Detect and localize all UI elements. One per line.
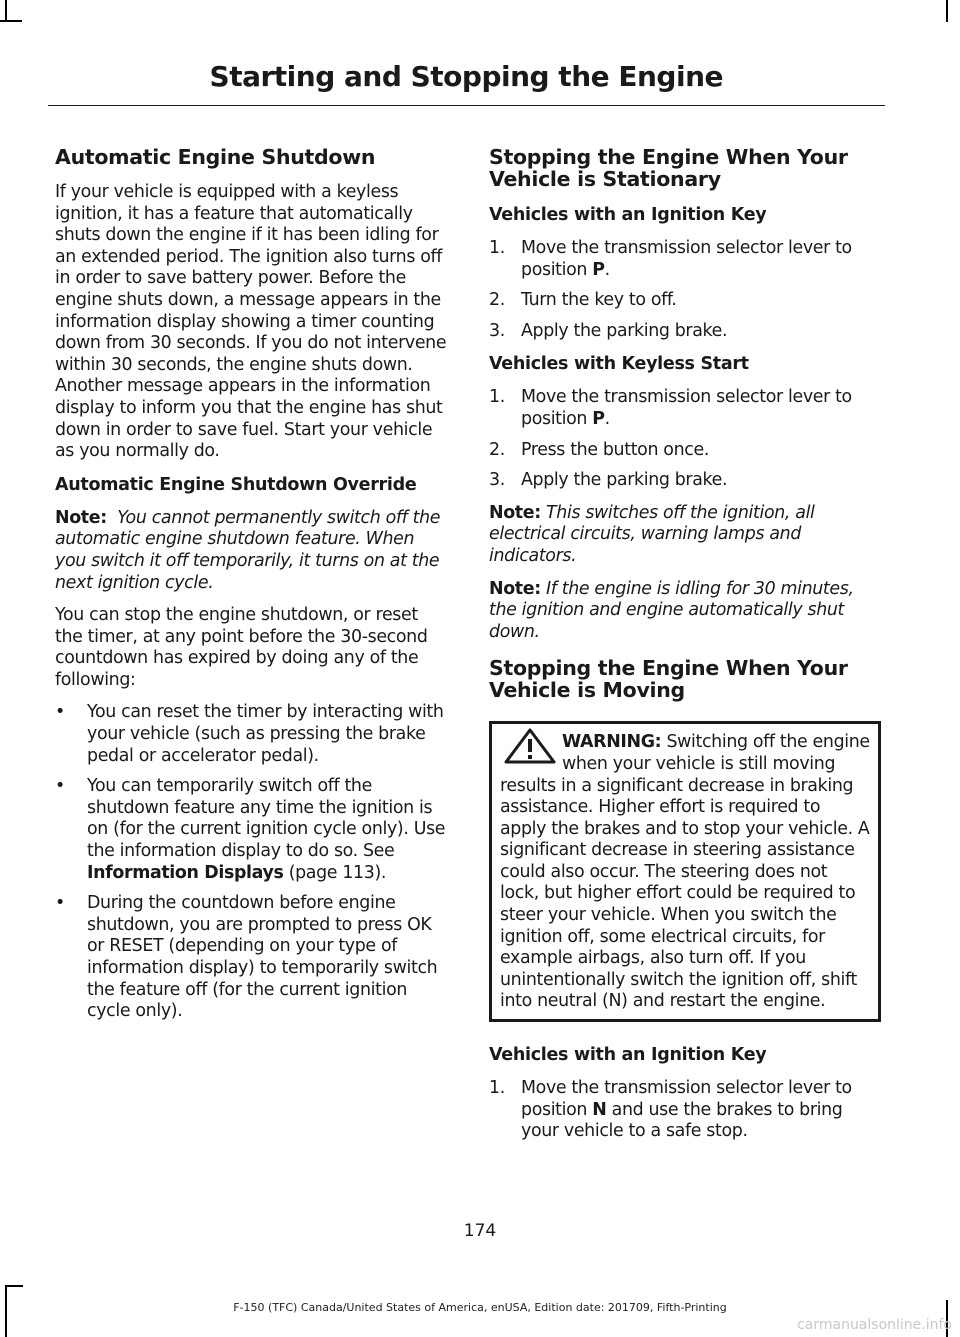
steps-keyless-start xyxy=(489,387,881,491)
section-heading-moving: Stopping the Engine When Your Vehicle is Moving xyxy=(489,656,848,703)
subheading-ignition-key-moving: Vehicles with an Ignition Key xyxy=(489,1045,767,1066)
note-override xyxy=(55,508,448,594)
page-number: 174 xyxy=(463,1221,497,1241)
warning-box xyxy=(489,721,881,1022)
subheading-keyless-start: Vehicles with Keyless Start xyxy=(489,354,749,375)
intro-paragraph: If your vehicle is equipped with a keyless ignition, it has a feature that automatically shuts down the engine if it has been idling for an extended period. The ignition also turns off in order to save battery power. Before the engine shuts down, a message appears in the information display showing a timer counting down from 30 seconds. If you do not intervene within 30 seconds, the engine shuts down. Another message appears in the information display to inform you that the engine has shut down in order to save fuel. Start your vehicle as you normally do. xyxy=(55,182,447,462)
list-item: 3. Apply the parking brake. xyxy=(489,470,728,491)
bullet-marker: • xyxy=(55,702,65,723)
bullet-marker: • xyxy=(55,776,65,797)
watermark: carmanualsonline.info xyxy=(797,1317,952,1333)
list-item: 1. Move the transmission selector lever to position P. xyxy=(489,238,852,280)
crop-mark-bottom-left-h xyxy=(5,1285,23,1287)
note-idle-shutdown: Note: If the engine is idling for 30 minutes, the ignition and engine automatically shut down. xyxy=(489,578,854,642)
section-heading-automatic-shutdown: Automatic Engine Shutdown xyxy=(55,145,376,169)
edition-footer: F-150 (TFC) Canada/United States of America, enUSA, Edition date: 201709, Fifth-Printing xyxy=(233,1301,727,1314)
list-item: 1. Move the transmission selector lever to position N and use the brakes to bring your vehicle to a safe stop. xyxy=(489,1078,852,1142)
list-item: 2. Turn the key to off. xyxy=(489,290,677,311)
warning-label: WARNING: xyxy=(562,732,662,753)
list-item: 2. Press the button once. xyxy=(489,439,710,460)
crop-mark-top-left-h xyxy=(0,20,22,22)
steps-ignition-key-moving xyxy=(489,1078,881,1143)
list-item: • You can temporarily switch off the shutdown feature any time the ignition is on (for the current ignition cycle only). Use the information display to do so. See Information Displays (page 113). xyxy=(55,776,446,883)
warning-triangle-icon xyxy=(504,728,558,764)
note-ignition-off: Note: This switches off the ignition, all electrical circuits, warning lamps and indicators. xyxy=(489,502,815,566)
override-paragraph: You can stop the engine shutdown, or reset the timer, at any point before the 30-second countdown has expired by doing any of the following: xyxy=(55,605,428,690)
subheading-ignition-key: Vehicles with an Ignition Key xyxy=(489,205,767,225)
cross-reference-page: (page 113). xyxy=(288,862,387,883)
header-rule xyxy=(48,105,885,106)
section-heading-stationary: Stopping the Engine When Your Vehicle is Stationary xyxy=(489,145,848,191)
note-text: You cannot permanently switch off the automatic engine shutdown feature. When you switch it off temporarily, it turns on at the next ignition cycle. xyxy=(55,507,441,593)
crop-mark-top-left-v xyxy=(5,0,7,22)
list-item: 3. Apply the parking brake. xyxy=(489,320,728,341)
bullet-marker: • xyxy=(55,893,65,914)
list-item: • You can reset the timer by interacting with your vehicle (such as pressing the brake pedal or accelerator pedal). xyxy=(55,702,444,766)
left-column xyxy=(55,146,448,1034)
list-item: 1. Move the transmission selector lever to position P. xyxy=(489,387,852,429)
cross-reference-link[interactable]: Information Displays xyxy=(87,862,284,883)
list-item: • During the countdown before engine shutdown, you are prompted to press OK or RESET (depending on your type of information display) to temporarily switch the feature off (for the current ignition cycle only). xyxy=(55,893,438,1022)
subheading-shutdown-override: Automatic Engine Shutdown Override xyxy=(55,474,417,495)
override-bullet-list xyxy=(55,702,448,1022)
steps-ignition-key xyxy=(489,238,881,342)
note-label: Note: xyxy=(55,507,107,528)
page-header-title: Starting and Stopping the Engine xyxy=(209,60,723,93)
right-column xyxy=(489,146,881,1154)
crop-mark-top-right-v xyxy=(946,0,948,22)
warning-text: Switching off the engine when your vehicle is still moving results in a significant decrease in braking assistance. Higher effort is required to apply the brakes and to stop your vehicle. A significant decrease in steering assistance could also occur. The steering does not lock, but higher effort could be required to steer your vehicle. When you switch the ignition off, some electrical circuits, for example airbags, also turn off. If you unintentionally switch the ignition off, shift into neutral (N) and restart the engine. xyxy=(500,732,870,1012)
